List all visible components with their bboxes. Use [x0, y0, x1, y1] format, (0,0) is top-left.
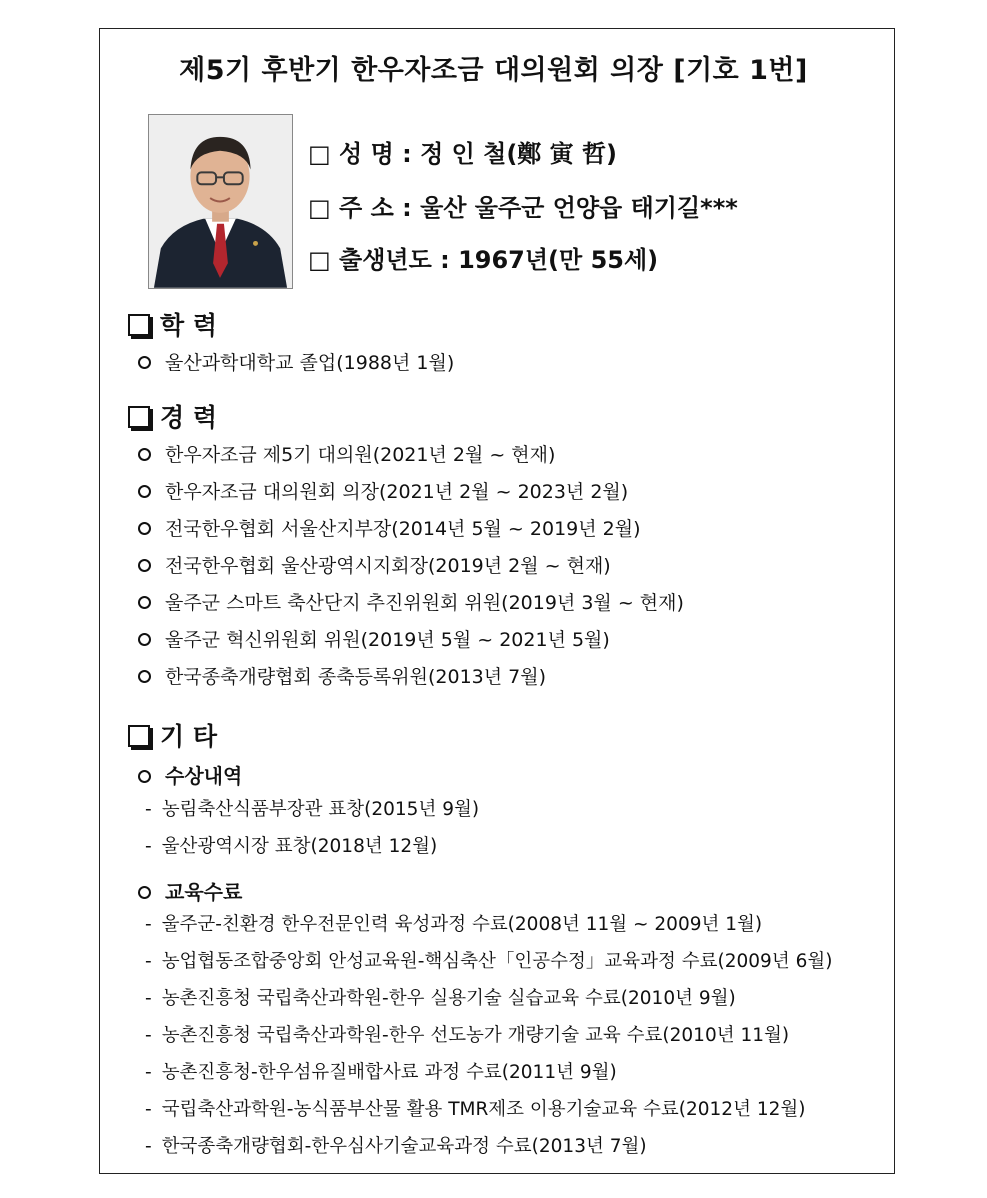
info-address: □ 주 소 : 울산 울주군 언양읍 태기길***: [308, 194, 738, 222]
circle-bullet-icon: [138, 448, 151, 461]
education-item: 울산과학대학교 졸업(1988년 1월): [138, 348, 454, 375]
career-item: 한국종축개량협회 종축등록위원(2013년 7월): [138, 662, 546, 689]
circle-bullet-icon: [138, 485, 151, 498]
training-item: - 한국종축개량협회-한우심사기술교육과정 수료(2013년 7월): [145, 1136, 647, 1157]
circle-bullet-icon: [138, 770, 151, 783]
career-heading: 경 력: [128, 398, 217, 434]
info-name: □ 성 명 : 정 인 철(鄭 寅 哲): [308, 140, 617, 168]
training-heading: 교육수료: [138, 876, 242, 905]
portrait-image: [149, 115, 292, 288]
checkbox-square-icon: [128, 406, 150, 428]
training-item: - 농업협동조합중앙회 안성교육원-핵심축산「인공수정」교육과정 수료(2009년 6월): [145, 951, 833, 972]
award-item: - 농림축산식품부장관 표창(2015년 9월): [145, 799, 480, 820]
circle-bullet-icon: [138, 670, 151, 683]
training-item: - 울주군-친환경 한우전문인력 육성과정 수료(2008년 11월 ~ 2009년 1월): [145, 914, 763, 935]
training-item: - 농촌진흥청 국립축산과학원-한우 실용기술 실습교육 수료(2010년 9월): [145, 988, 736, 1009]
checkbox-square-icon: [128, 314, 150, 336]
circle-bullet-icon: [138, 522, 151, 535]
circle-bullet-icon: [138, 633, 151, 646]
training-item: - 농촌진흥청 국립축산과학원-한우 선도농가 개량기술 교육 수료(2010년 11월): [145, 1025, 790, 1046]
career-item: 전국한우협회 울산광역시지회장(2019년 2월 ~ 현재): [138, 551, 611, 578]
circle-bullet-icon: [138, 886, 151, 899]
training-item: - 국립축산과학원-농식품부산물 활용 TMR제조 이용기술교육 수료(2012년 12월): [145, 1099, 806, 1120]
page-title: 제5기 후반기 한우자조금 대의원회 의장 [기호 1번]: [179, 55, 808, 86]
circle-bullet-icon: [138, 356, 151, 369]
circle-bullet-icon: [138, 596, 151, 609]
award-item: - 울산광역시장 표창(2018년 12월): [145, 836, 438, 857]
career-item: 전국한우협회 서울산지부장(2014년 5월 ~ 2019년 2월): [138, 514, 641, 541]
candidate-photo: [148, 114, 293, 289]
career-item: 울주군 혁신위원회 위원(2019년 5월 ~ 2021년 5월): [138, 625, 610, 652]
other-heading: 기 타: [128, 717, 217, 753]
info-birth: □ 출생년도 : 1967년(만 55세): [308, 246, 659, 274]
career-item: 울주군 스마트 축산단지 추진위원회 위원(2019년 3월 ~ 현재): [138, 588, 684, 615]
career-item: 한우자조금 제5기 대의원(2021년 2월 ~ 현재): [138, 440, 555, 467]
awards-heading: 수상내역: [138, 760, 242, 789]
education-heading: 학 력: [128, 306, 217, 342]
circle-bullet-icon: [138, 559, 151, 572]
checkbox-square-icon: [128, 725, 150, 747]
training-item: - 농촌진흥청-한우섬유질배합사료 과정 수료(2011년 9월): [145, 1062, 617, 1083]
career-item: 한우자조금 대의원회 의장(2021년 2월 ~ 2023년 2월): [138, 477, 628, 504]
